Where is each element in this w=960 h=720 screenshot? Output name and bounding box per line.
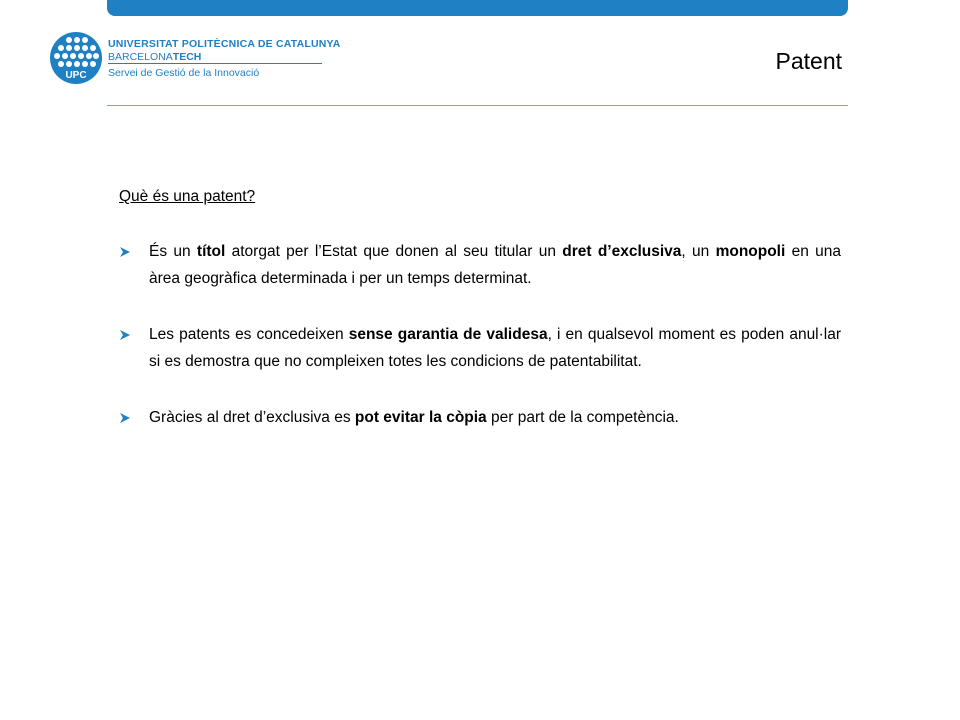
campus-prefix: BARCELONA (108, 51, 173, 63)
slide-title: Patent (775, 48, 842, 74)
bullet-text: Les patents es concedeixen (149, 326, 349, 343)
slide-content (119, 187, 841, 460)
campus-name (108, 51, 201, 63)
bullet-emphasis: títol (196, 243, 226, 260)
bullet-item (119, 321, 841, 375)
bullet-item (119, 238, 841, 292)
bullet-list (119, 238, 841, 431)
question-heading: Què és una patent? (119, 188, 256, 205)
logo-text: UPC (65, 70, 87, 81)
university-name: UNIVERSITAT POLITÈCNICA DE CATALUNYA (108, 38, 341, 50)
arrow-right-icon (119, 412, 131, 424)
arrow-right-icon (119, 246, 131, 258)
bullet-text: , i en qualsevol moment es poden anul·lar si es demostra que no compleixen totes les condicions de patentabilitat. (149, 326, 842, 370)
top-accent-bar (107, 0, 848, 16)
campus-suffix: TECH (172, 51, 202, 63)
bullet-text: per part de la competència. (486, 409, 679, 426)
bullet-text: , un (681, 243, 716, 260)
service-name: Servei de Gestió de la Innovació (108, 67, 260, 79)
bullet-emphasis: pot evitar la còpia (354, 409, 487, 426)
bullet-text: en una àrea geogràfica determinada i per un temps determinat. (149, 243, 841, 287)
logo-divider (108, 63, 322, 64)
arrow-right-icon (119, 329, 131, 341)
header-divider (107, 105, 848, 106)
bullet-item (119, 404, 841, 431)
bullet-text: És un (149, 243, 197, 260)
bullet-emphasis: dret d’exclusiva (562, 243, 682, 260)
bullet-text: atorgat per l’Estat que donen al seu titular un (225, 243, 563, 260)
bullet-emphasis: monopoli (715, 243, 786, 260)
upc-logo-icon (50, 32, 102, 84)
bullet-text: Gràcies al dret d’exclusiva es (149, 409, 355, 426)
bullet-emphasis: sense garantia de validesa (348, 326, 548, 343)
